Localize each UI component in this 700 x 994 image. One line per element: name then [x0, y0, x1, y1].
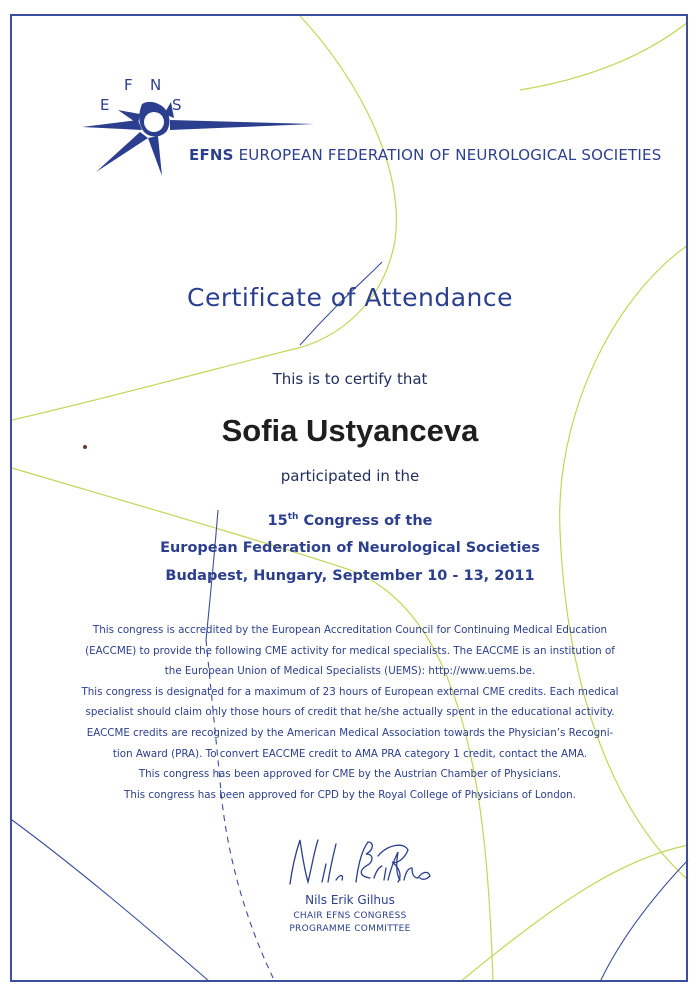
congress-line-1	[0, 512, 700, 529]
congress-ordinal-number: 15	[267, 512, 288, 529]
organization-full-name: EUROPEAN FEDERATION OF NEUROLOGICAL SOCIETIES	[238, 146, 662, 164]
accreditation-text	[60, 620, 640, 805]
accreditation-line: This congress has been approved for CPD by the Royal College of Physicians of London.	[124, 788, 576, 801]
handwritten-signature	[278, 834, 438, 892]
logo-letter-f: F	[124, 76, 133, 94]
logo-letter-n: N	[150, 76, 162, 94]
accreditation-line: (EACCME) to provide the following CME activity for medical specialists. The EACCME is an institution of	[85, 644, 615, 657]
congress-ordinal-suffix: th	[287, 512, 299, 522]
logo-letter-e: E	[100, 96, 110, 114]
congress-line-1-rest: Congress of the	[298, 512, 433, 529]
signatory-role-line-1: CHAIR EFNS CONGRESS	[293, 911, 407, 921]
signatory-name: Nils Erik Gilhus	[305, 893, 395, 907]
organization-acronym: EFNS	[189, 146, 234, 164]
accreditation-line: This congress is accredited by the European Accreditation Council for Continuing Medical Education	[92, 624, 608, 636]
accreditation-line: the European Union of Medical Specialists (UEMS): http://www.uems.be.	[164, 665, 536, 678]
organization-name	[189, 146, 661, 164]
congress-line-3: Budapest, Hungary, September 10 - 13, 2011	[165, 568, 535, 584]
participated-line: participated in the	[280, 467, 420, 485]
recipient-name: Sofia Ustyanceva	[221, 413, 479, 448]
accreditation-line: tion Award (PRA). To convert EACCME credit to AMA PRA category 1 credit, contact the AMA.	[112, 747, 588, 760]
certificate-title: Certificate of Attendance	[186, 283, 513, 312]
accreditation-line: specialist should claim only those hours of credit that he/she actually spent in the educational activity.	[85, 706, 615, 719]
efns-logo-icon	[78, 72, 328, 182]
congress-line-2: European Federation of Neurological Societies	[160, 540, 540, 556]
certify-line: This is to certify that	[272, 370, 428, 388]
accreditation-line: This congress is designated for a maximum of 23 hours of European external CME credits. Each medical	[81, 685, 619, 698]
signatory-role-line-2: PROGRAMME COMMITTEE	[289, 924, 411, 934]
logo-letter-s: S	[172, 96, 182, 114]
accreditation-line: This congress has been approved for CME by the Austrian Chamber of Physicians.	[138, 768, 562, 781]
accreditation-line: EACCME credits are recognized by the American Medical Association towards the Physician’s Recogni-	[86, 726, 614, 739]
